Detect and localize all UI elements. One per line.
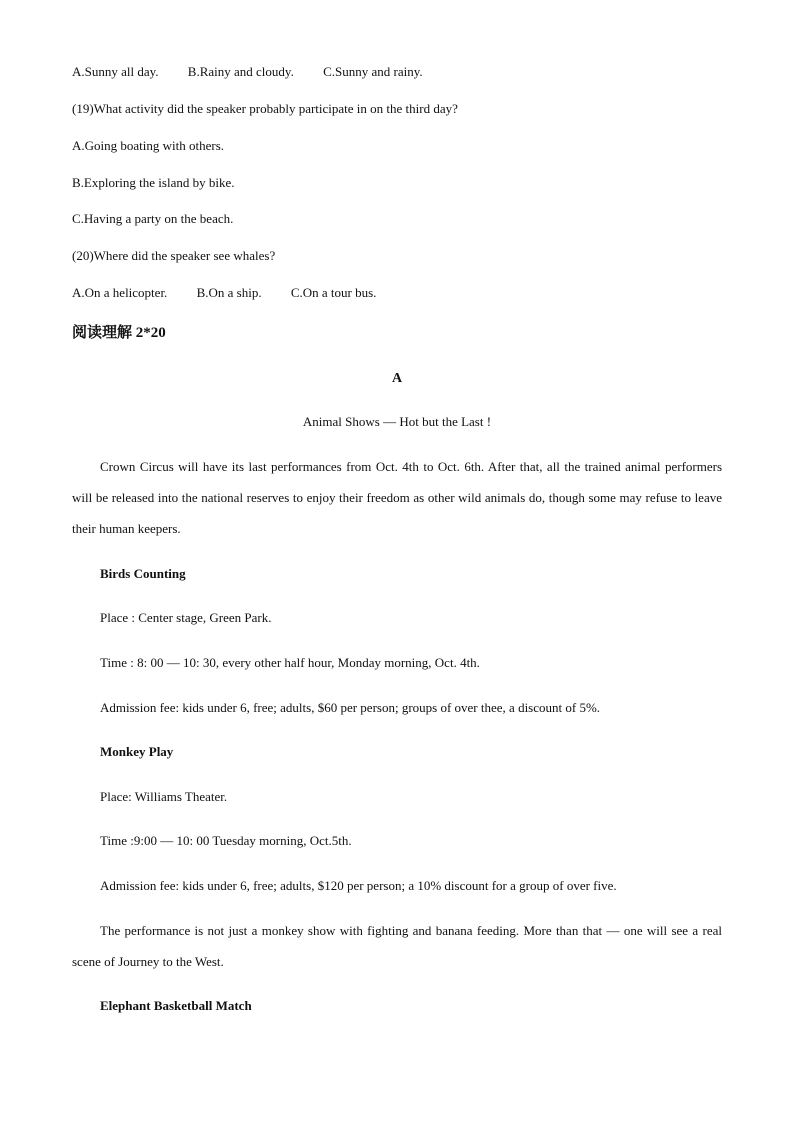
- monkey-fee: Admission fee: kids under 6, free; adults, $120 per person; a 10% discount for a group of over five.: [100, 878, 617, 893]
- q18-option-c: C.Sunny and rainy.: [323, 64, 423, 79]
- birds-place: Place : Center stage, Green Park.: [100, 610, 272, 625]
- elephant-heading: Elephant Basketball Match: [100, 998, 252, 1013]
- q18-option-b: B.Rainy and cloudy.: [187, 64, 294, 79]
- q20-question: (20)Where did the speaker see whales?: [72, 248, 276, 263]
- section-title: 阅读理解 2*20: [72, 325, 166, 341]
- passage-title: Animal Shows — Hot but the Last !: [302, 414, 492, 429]
- q19-option-c: C.Having a party on the beach.: [72, 211, 234, 226]
- q20-options: [72, 285, 376, 301]
- q18-options: [72, 64, 423, 80]
- q20-option-c: C.On a tour bus.: [290, 285, 377, 300]
- birds-time: Time : 8: 00 — 10: 30, every other half hour, Monday morning, Oct. 4th.: [100, 655, 480, 670]
- birds-fee: Admission fee: kids under 6, free; adults, $60 per person; groups of over thee, a discount of 5%.: [100, 700, 601, 715]
- monkey-place: Place: Williams Theater.: [100, 789, 228, 804]
- passage-intro: Crown Circus will have its last performances from Oct. 4th to Oct. 6th. After that, all the trained animal performers will be released into the national reserves to enjoy their freedom as other wild animals do, though some may refuse to leave their human keepers.: [72, 459, 722, 536]
- monkey-heading: Monkey Play: [100, 744, 174, 759]
- monkey-time: Time :9:00 — 10: 00 Tuesday morning, Oct.5th.: [100, 833, 352, 848]
- q20-option-b: B.On a ship.: [196, 285, 262, 300]
- q18-option-a: A.Sunny all day.: [72, 64, 159, 79]
- q19-question: (19)What activity did the speaker probably participate in on the third day?: [72, 101, 458, 116]
- q19-option-a: A.Going boating with others.: [72, 138, 225, 153]
- q20-option-a: A.On a helicopter.: [72, 285, 168, 300]
- passage-letter: A: [391, 371, 403, 386]
- q19-option-b: B.Exploring the island by bike.: [72, 175, 235, 190]
- monkey-note: The performance is not just a monkey show with fighting and banana feeding. More than that — one will see a real scene of Journey to the West.: [72, 923, 722, 969]
- birds-heading: Birds Counting: [100, 566, 186, 581]
